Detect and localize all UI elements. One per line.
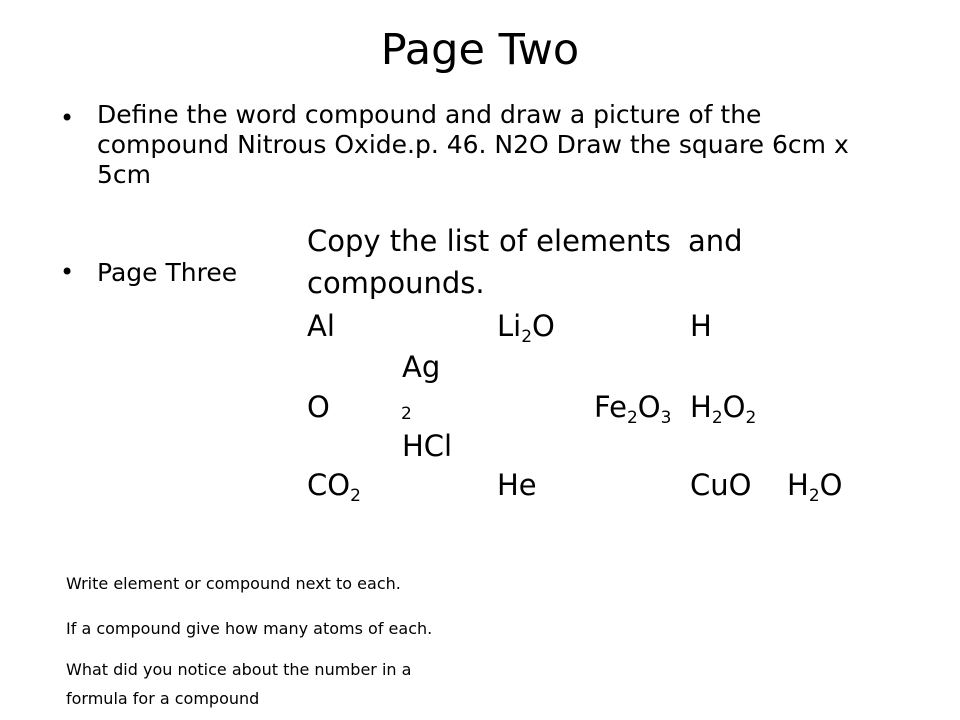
formula-al: Al [307,309,335,343]
note-compound-atoms: If a compound give how many atoms of each. [66,619,433,638]
formula-fe2o3: $Fe_2O_3$ [594,390,672,428]
formula-hcl: HCl [402,429,453,463]
bullet-define-compound: Define the word compound and draw a picture of the compound Nitrous Oxide.p. 46. N2O Draw the square 6cm x 5cm [97,100,849,189]
formula-o2-base: O [307,390,330,424]
copy-instruction-line1-b: of elements [499,224,671,258]
bullet-dot: • [60,258,75,286]
note-notice-line2: formula for a compound [66,689,260,708]
copy-instruction-line1-c: and [688,224,743,258]
note-write-element: Write element or compound next to each. [66,574,401,593]
formula-h: H [690,309,712,343]
formula-he: He [497,468,537,502]
bullet-page-three: Page Three [97,258,238,287]
formula-h2o: $H_2O$ [787,468,843,506]
formula-h2o2: $H_2O_2$ [690,390,757,428]
formula-li2o: $Li_2O$ [497,309,555,347]
note-notice-line1: What did you notice about the number in a [66,660,412,679]
copy-instruction-line1-a: Copy the list [307,224,490,258]
formula-co2: $CO_2$ [307,468,361,506]
copy-instruction-line2: compounds. [307,266,485,300]
bullet-dot: • [60,104,75,132]
formula-o2-subscript: 2 [401,404,412,424]
formula-cuo: CuO [690,468,752,502]
formula-ag: Ag [402,350,441,384]
page-title: Page Two [380,25,580,75]
